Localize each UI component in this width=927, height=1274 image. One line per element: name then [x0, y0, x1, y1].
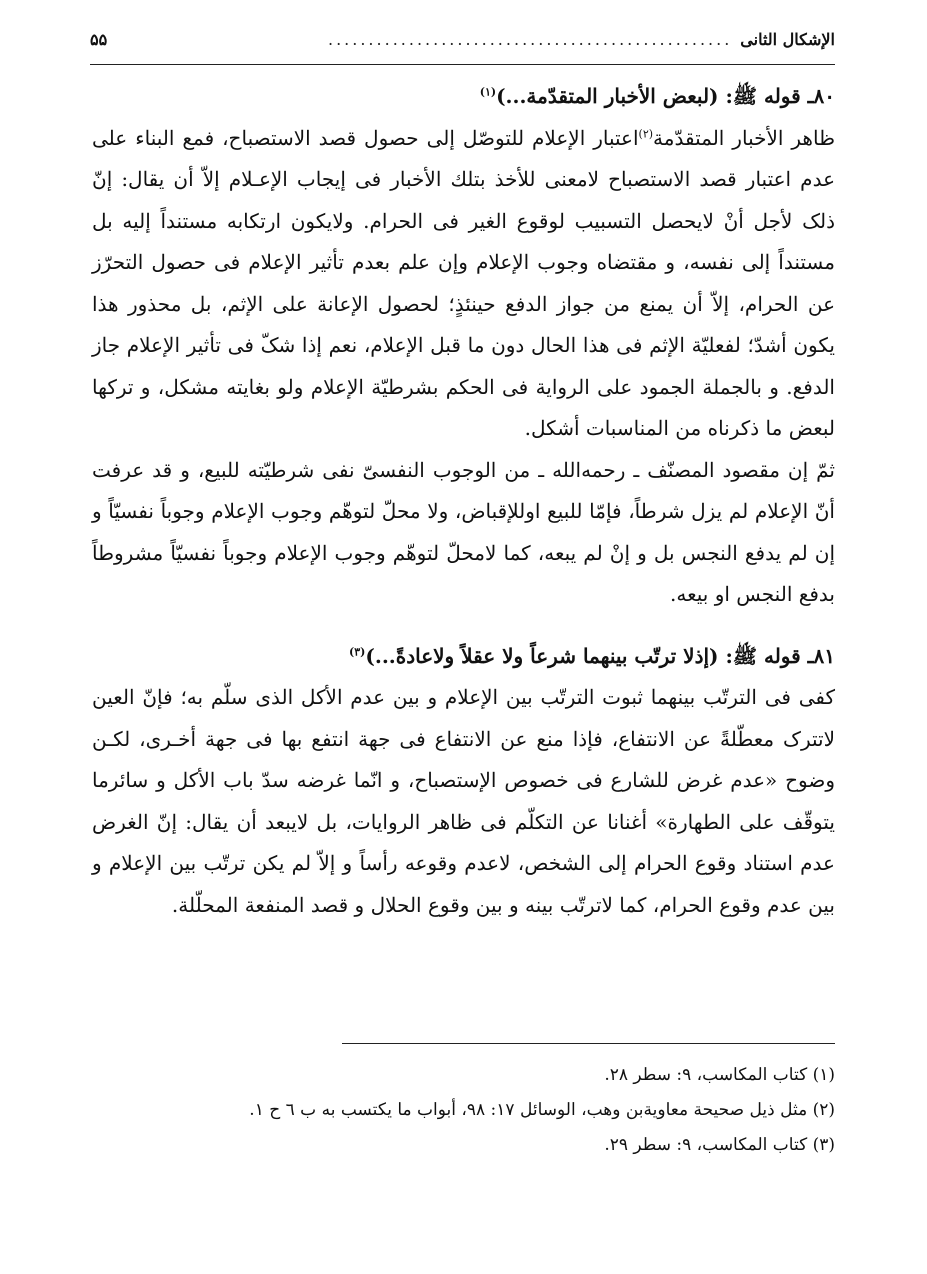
section-spacer: [92, 616, 835, 636]
page-number: ۵۵: [90, 30, 108, 49]
section-80-heading: [92, 76, 835, 118]
footnotes: [120, 1058, 835, 1163]
footnote-ref-2: (۲): [638, 126, 654, 140]
running-header: [90, 30, 835, 65]
main-text: [92, 76, 835, 926]
chapter-title: الإشكال الثانی: [740, 30, 835, 49]
footnote-2: (۲) مثل ذیل صحیحة معاویةبن وهب، الوسائل ۱۷: ۹۸، أبواب ما یکتسب به ب ٦ ح ۱.: [249, 1100, 835, 1120]
section-81-heading: [92, 636, 835, 678]
footnote-ref-3: (۳): [349, 644, 366, 658]
footnote-ref-1: (۱): [479, 85, 497, 99]
section-80-heading-text: ۸۰ـ قوله ﷺ: (لبعض الأخبار المتقدّمة...): [496, 84, 835, 108]
footnote-1: (۱) کتاب المکاسب، ۹: سطر ۲۸.: [604, 1065, 835, 1085]
section-80-paragraph-1: [92, 118, 835, 450]
section-81-heading-text: ۸۱ـ قوله ﷺ: (إذلا ترتّب بینهما شرعاً ولا عقلاً ولاعادةً...): [365, 643, 835, 668]
leader-dots: ..................................................: [328, 30, 733, 49]
footnote-3: (۳) کتاب المکاسب، ۹: سطر ۲۹.: [604, 1135, 835, 1155]
footnote-divider: [342, 1043, 835, 1044]
section-81-paragraph-1: کفى فی الترتّب بینهما ثبوت الترتّب بین الإعلام و بین عدم الأکل الذی سلّم به؛ فإنّ العین لاتترک معطّلةً عن الانتفاع، فإذا منع عن الانتفاع فی جهة انتفع بها فی جهة أخـرى، لکـن وضوح «عدم غرض للشارع فی خصوص الإستصباح، و انّما غرضه سدّ باب الأکل و سائرما یتوقّف على الطهارة» أغنانا عن التکلّم فی ظاهر الروایات، بل لایبعد أن یقال: إنّ الغرض عدم استناد وقوع الحرام إلى الشخص، لاعدم وقوعه رأساً و إلاّ لم یکن ترتّب بین الإعلام و بین عدم وقوع الحرام، کما لاترتّب بینه و بین وقوع الحلال و قصد المنفعة المحلّلة.: [92, 685, 835, 917]
paragraph-lead: ظاهر الأخبار المتقدّمة: [653, 125, 835, 150]
section-80-paragraph-2: ثمّ إن مقصود المصنّف ـ رحمه‌الله ـ من الوجوب النفسیّ نفی شرطیّته للبیع، و قد عرفت أنّ الإعلام لم یزل شرطاً، فإمّا للبیع اوللإقباض، ولا محلّ لتوهّم وجوب الإعلام وجوباً نفسیّاً و إن لم یدفع النجس بل و إنْ لم یبعه، کما لامحلّ لتوهّم وجوب الإعلام وجوباً نفسیّاً مشروطاً بدفع النجس او بیعه.: [92, 457, 835, 606]
paragraph-text: اعتبار الإعلام للتوصّل إلى حصول قصد الاستصباح، فمع البناء على عدم اعتبار قصد الاستصباح لامعنى للأخذ بتلك الأخبار فی إیجاب الإعـلام إلاّ أن یقال: إنّ ذلک لأجل أنْ لایحصل التسبیب لوقوع الغیر فی الحرام. ولایکون ارتکابه مستنداً إلیه بل مستنداً إلى نفسه، و مقتضاه وجوب الإعلام وإن علم بعدم تأثیر الإعلام فی حصول التحرّز عن الحرام، إلاّ أن یمنع من جواز الدفع حینئذٍ؛ لحصول الإعانة على الإثم، بل محذور هذا یکون أشدّ؛ لفعلیّة الإثم فی هذا الحال دون ما قبل الإعلام، نعم إذا شکّ فی تأثیر الإعلام جاز الدفع. و بالجملة الجمود على الروایة فی الحکم بشرطیّة الإعلام ولو بغایته مشکل، و ترکها لبعض ما ذکرناه من المناسبات أشکل.: [92, 125, 836, 440]
